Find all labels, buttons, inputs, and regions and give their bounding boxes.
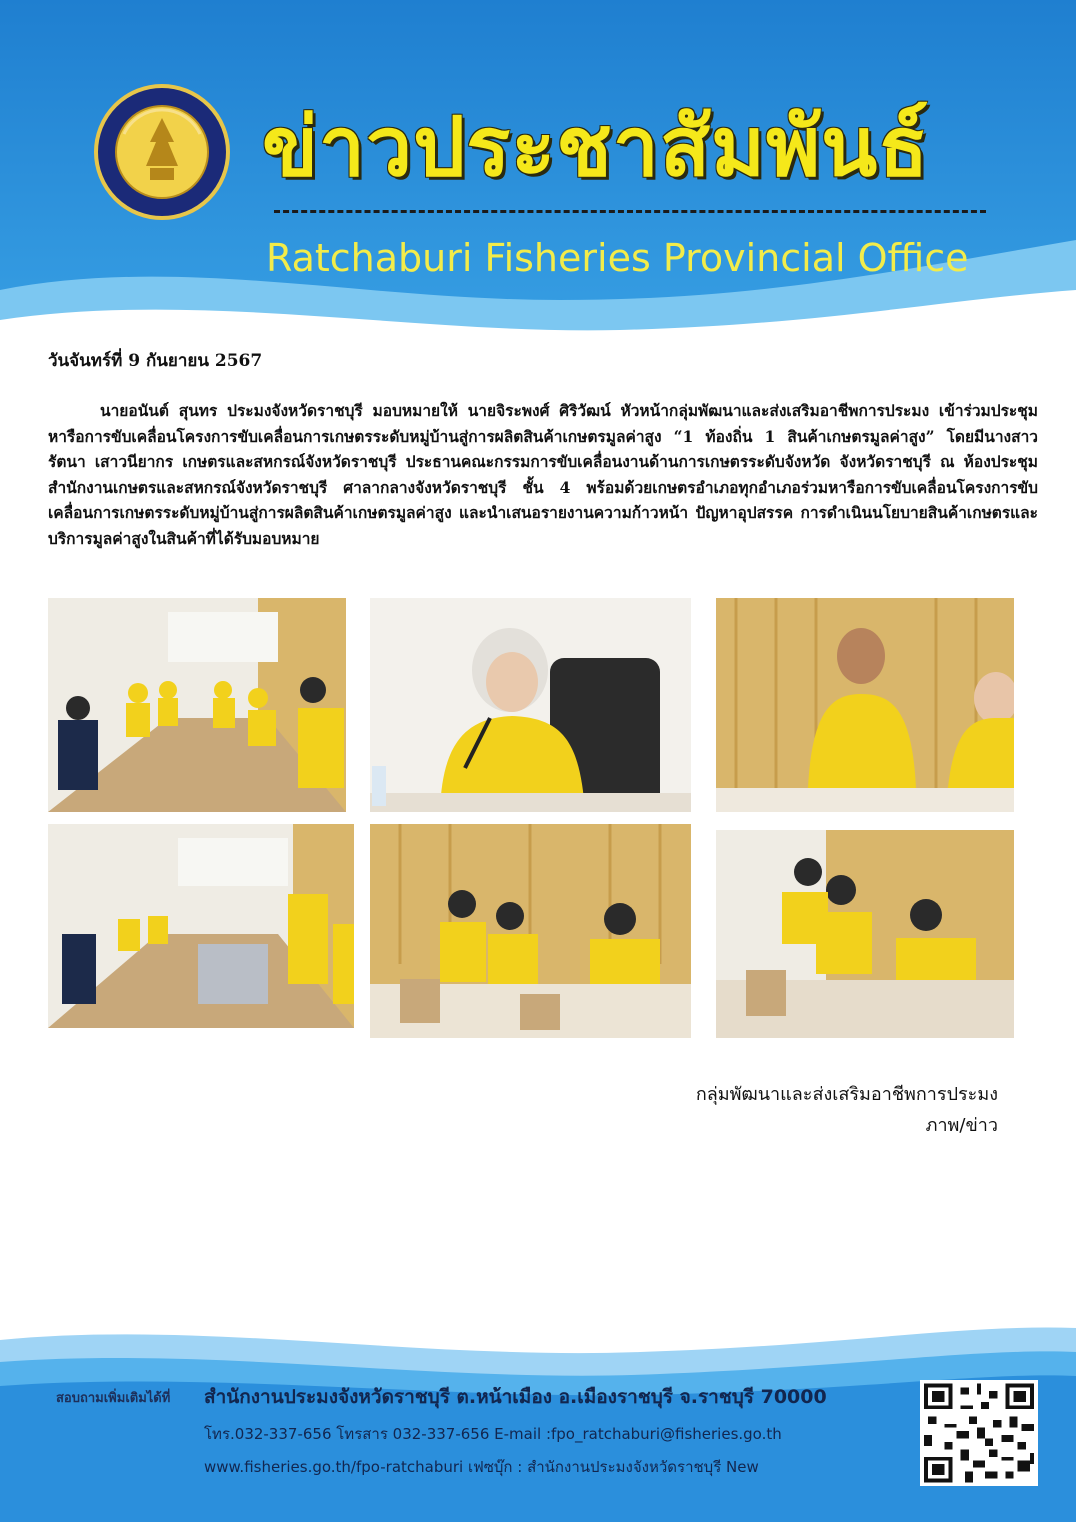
footer-office-address: สำนักงานประมงจังหวัดราชบุรี ต.หน้าเมือง อ.เมืองราชบุรี จ.ราชบุรี 70000 (204, 1386, 827, 1408)
masthead-title: ข่าวประชาสัมพันธ์ (262, 100, 930, 195)
meeting-photo-3 (716, 598, 1014, 812)
meeting-photo-2 (370, 598, 691, 812)
meeting-photo-4 (48, 824, 354, 1028)
qr-code-icon[interactable] (920, 1380, 1038, 1486)
masthead-subtitle: Ratchaburi Fisheries Provincial Office (266, 236, 969, 280)
meeting-photo-1 (48, 598, 346, 812)
article-date: วันจันทร์ที่ 9 กันยายน 2567 (48, 351, 263, 371)
article-body: นายอนันต์ สุนทร ประมงจังหวัดราชบุรี มอบหมายให้ นายจิระพงศ์ ศิริวัฒน์ หัวหน้ากลุ่มพัฒนาและส่งเสริมอาชีพการประมง เข้าร่วมประชุมหารือการขับเคลื่อนโครงการขับเคลื่อนการเกษตรระดับหมู่บ้านสู่การผลิตสินค้าเกษตรมูลค่าสูง “1 ท้องถิ่น 1 สินค้าเกษตรมูลค่าสูง” โดยมีนางสาวรัตนา เสาวนียากร เกษตรและสหกรณ์จังหวัดราชบุรี ประธานคณะกรรมการขับเคลื่อนงานด้านการเกษตรระดับจังหวัด จังหวัดราชบุรี ณ ห้องประชุมสำนักงานเกษตรและสหกรณ์จังหวัดราชบุรี ศาลากลางจังหวัดราชบุรี ชั้น 4 พร้อมด้วยเกษตรอำเภอทุกอำเภอร่วมหารือการขับเคลื่อนโครงการขับเคลื่อนการเกษตรระดับหมู่บ้านสู่การผลิตสินค้าเกษตรมูลค่าสูง และนำเสนอรายงานความก้าวหน้า ปัญหาอุปสรรค การดำเนินนโยบายสินค้าเกษตรและบริการมูลค่าสูงในสินค้าที่ได้รับมอบหมาย (48, 401, 1038, 548)
footer-contact-info: โทร.032-337-656 โทรสาร 032-337-656 E-mail :fpo_ratchaburi@fisheries.go.th (204, 1425, 782, 1443)
masthead-divider (274, 210, 986, 213)
footer-inquiry-label: สอบถามเพิ่มเติมได้ที่ (56, 1391, 171, 1406)
meeting-photo-6 (716, 830, 1014, 1038)
credit-group: กลุ่มพัฒนาและส่งเสริมอาชีพการประมง (695, 1084, 998, 1105)
meeting-photo-5 (370, 824, 691, 1038)
credit-role: ภาพ/ข่าว (925, 1115, 998, 1136)
footer-website-link[interactable]: www.fisheries.go.th/fpo-ratchaburi เฟซบุ๊ก : สำนักงานประมงจังหวัดราชบุรี New (204, 1458, 759, 1476)
department-seal-icon (94, 84, 230, 220)
